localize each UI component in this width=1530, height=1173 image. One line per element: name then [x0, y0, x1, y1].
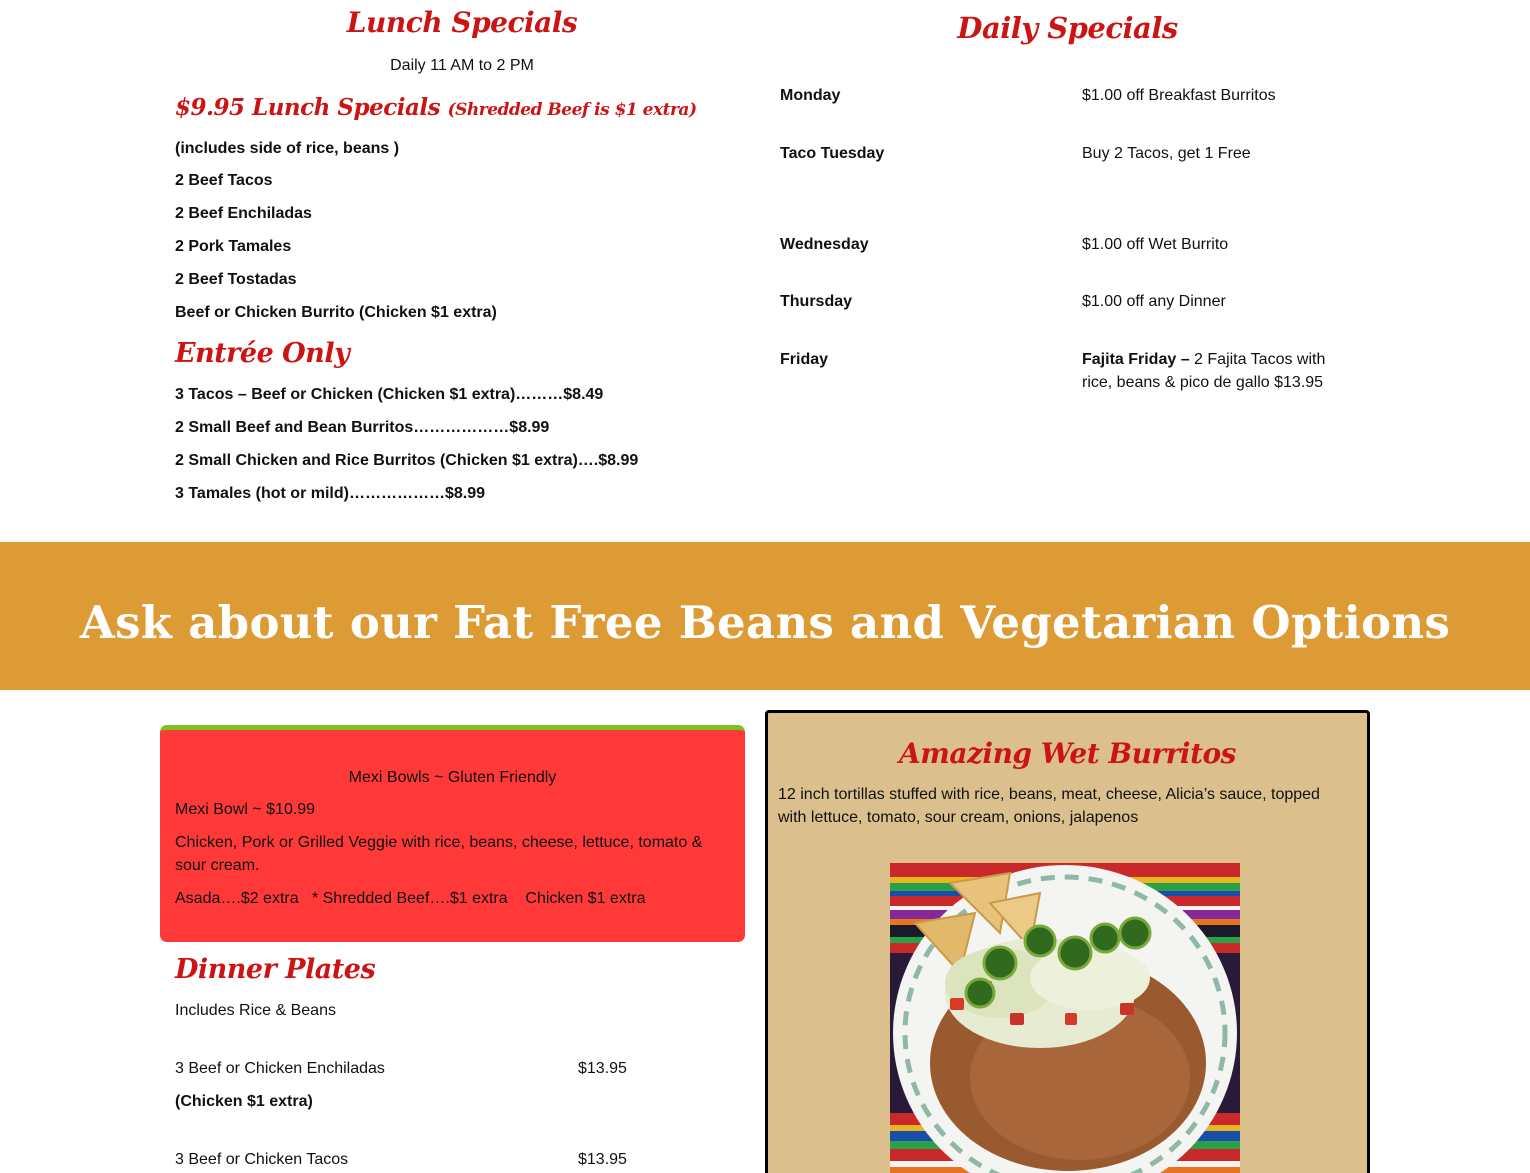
- lunch-item: 2 Beef Tacos: [175, 172, 273, 189]
- wet-burritos-title: Amazing Wet Burritos: [899, 737, 1236, 770]
- wet-burrito-plate-photo: [890, 863, 1240, 1173]
- mexi-bowls-title: Mexi Bowls ~ Gluten Friendly: [348, 769, 557, 786]
- day-monday: Monday: [780, 87, 841, 104]
- day-wednesday: Wednesday: [780, 236, 869, 253]
- deal-thursday: $1.00 off any Dinner: [1082, 293, 1226, 310]
- entree-item: 3 Tacos – Beef or Chicken (Chicken $1 extra)………$8.49: [175, 386, 604, 403]
- lunch-special-price-heading: [175, 94, 696, 121]
- lunch-item: Beef or Chicken Burrito (Chicken $1 extra): [175, 304, 497, 321]
- deal-monday: $1.00 off Breakfast Burritos: [1082, 87, 1276, 104]
- entree-item: 3 Tamales (hot or mild)………………$8.99: [175, 485, 485, 502]
- entree-item: 2 Small Beef and Bean Burritos………………$8.99: [175, 419, 550, 436]
- deal-tuesday: Buy 2 Tacos, get 1 Free: [1082, 145, 1251, 162]
- wet-burritos-box: [765, 710, 1370, 1173]
- lunch-specials-title: Lunch Specials: [346, 6, 578, 39]
- deal-friday-label: Fajita Friday –: [1082, 351, 1195, 368]
- mexi-bowls-box: [160, 725, 745, 942]
- banner-text: Ask about our Fat Free Beans and Vegetarian Options: [79, 596, 1451, 649]
- mexi-bowl-description: Chicken, Pork or Grilled Veggie with rice, beans, cheese, lettuce, tomato & sour cream.: [175, 834, 703, 874]
- daily-specials-title: Daily Specials: [957, 11, 1178, 45]
- lunch-includes-note: (includes side of rice, beans ): [175, 140, 400, 157]
- day-tuesday: Taco Tuesday: [780, 145, 885, 162]
- deal-wednesday: $1.00 off Wet Burrito: [1082, 236, 1229, 253]
- day-thursday: Thursday: [780, 293, 853, 310]
- deal-friday: [1082, 348, 1344, 394]
- wet-burritos-description: 12 inch tortillas stuffed with rice, beans, meat, cheese, Alicia’s sauce, topped with lettuce, tomato, sour cream, onions, jalapenos: [778, 786, 1320, 826]
- entree-only-title: Entrée Only: [175, 338, 350, 369]
- lunch-special-price-label: $9.95 Lunch Specials: [175, 94, 441, 121]
- dinner-item-price: $13.95: [578, 1151, 627, 1168]
- lunch-item: 2 Pork Tamales: [175, 238, 292, 255]
- day-friday: Friday: [780, 351, 829, 368]
- dinner-item-note: (Chicken $1 extra): [175, 1093, 313, 1110]
- mexi-bowl-price: Mexi Bowl ~ $10.99: [175, 801, 316, 818]
- lunch-hours: Daily 11 AM to 2 PM: [390, 57, 534, 74]
- dinner-includes-note: Includes Rice & Beans: [175, 1002, 336, 1019]
- deal-friday-text: 2 Fajita Tacos with rice, beans & pico de gallo $13.95: [1082, 351, 1326, 391]
- mexi-bowl-extras: Asada….$2 extra * Shredded Beef….$1 extra Chicken $1 extra: [175, 890, 646, 907]
- lunch-item: 2 Beef Tostadas: [175, 271, 297, 288]
- dinner-item-name: 3 Beef or Chicken Tacos: [175, 1151, 349, 1168]
- dinner-plates-title: Dinner Plates: [175, 954, 376, 985]
- entree-item: 2 Small Chicken and Rice Burritos (Chicken $1 extra)….$8.99: [175, 452, 639, 469]
- lunch-item: 2 Beef Enchiladas: [175, 205, 312, 222]
- options-banner: [0, 542, 1530, 690]
- dinner-item-name: 3 Beef or Chicken Enchiladas: [175, 1060, 385, 1077]
- dinner-item-price: $13.95: [578, 1060, 627, 1077]
- lunch-special-note: (Shredded Beef is $1 extra): [447, 100, 697, 120]
